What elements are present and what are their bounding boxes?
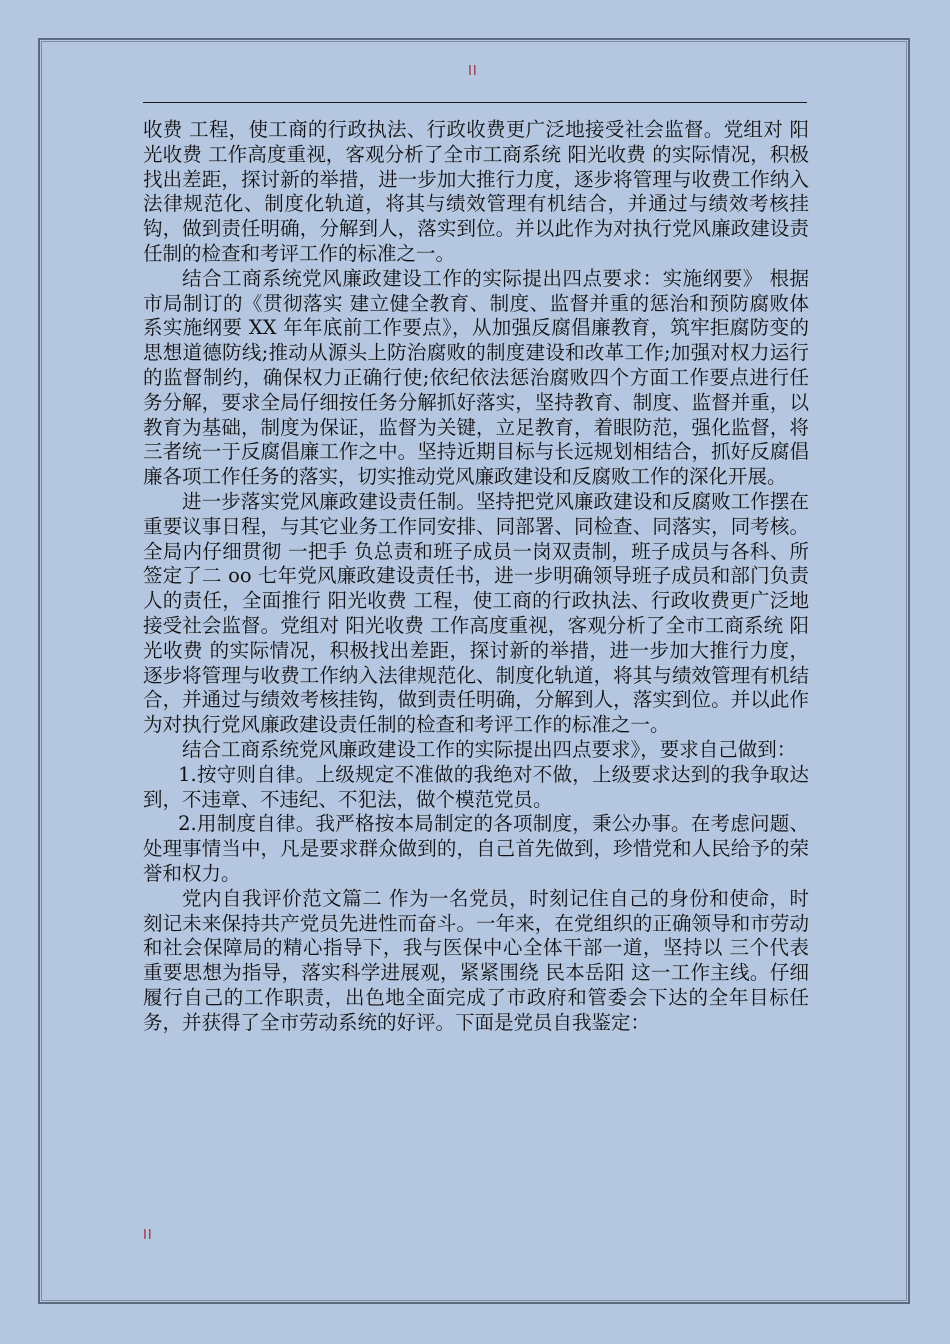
paragraph-4: 结合工商系统党风廉政建设工作的实际提出四点要求》，要求自己做到： — [182, 737, 797, 761]
footer-mark: II — [143, 1228, 153, 1243]
paragraph-3: 进一步落实党风廉政建设责任制。坚持把党风廉政建设和反腐败工作摆在重要议事日程，与其它业务工作同安排、同部署、同检查、同落实，同考核。全局内仔细贯彻 一把手 负总责和班子成员一岗双责制，班子成员与各科、所签定了二 oo 七年党风廉政建设责任书，进一步明确领导班子成员和部门负责人的责任，全面推行 阳光收费 工程，使工商的行政执法、行政收费更广泛地接受社会监督。党组对 阳光收费 工作高度重视，客观分析了全市工商系统 阳光收费 的实际情况，积极找出差距，探讨新的举措，进一步加大推行力度，逐步将管理与收费工作纳入法律规范化、制度化轨道，将其与绩效管理有机结合，并通过与绩效考核挂钩，做到责任明确，分解到人，落实到位。并以此作为对执行党风廉政建设责任制的检查和考评工作的标准之一。 — [143, 489, 809, 737]
header-mark: II — [468, 64, 478, 79]
list-item-2: 2.用制度自律。我严格按本局制定的各项制度，秉公办事。在考虑问题、处理事情当中，凡是要求群众做到的，自己首先做到，珍惜党和人民给予的荣誉和权力。 — [143, 812, 809, 885]
document-body — [143, 118, 809, 1035]
paragraph-1: 收费 工程，使工商的行政执法、行政收费更广泛地接受社会监督。党组对 阳光收费 工作高度重视，客观分析了全市工商系统 阳光收费 的实际情况，积极找出差距，探讨新的举措，进一步加大推行力度，逐步将管理与收费工作纳入法律规范化、制度化轨道，将其与绩效管理有机结合，并通过与绩效考核挂钩，做到责任明确，分解到人，落实到位。并以此作为对执行党风廉政建设责任制的检查和考评工作的标准之一。 — [143, 118, 809, 265]
list-item-1: 1.按守则自律。上级规定不准做的我绝对不做，上级要求达到的我争取达到，不违章、不违纪、不犯法，做个模范党员。 — [143, 762, 809, 811]
paragraph-2: 结合工商系统党风廉政建设工作的实际提出四点要求：实施纲要》 根据市局制订的《贯彻落实 建立健全教育、制度、监督并重的惩治和预防腐败体系实施纲要 XX 年年底前工作要点》，从加强反腐倡廉教育，筑牢拒腐防变的思想道德防线;推动从源头上防治腐败的制度建设和改革工作;加强对权力运行的监督制约，确保权力正确行使;依纪依法惩治腐败四个方面工作要点进行任务分解，要求全局仔细按任务分解抓好落实，坚持教育、制度、监督并重，以教育为基础，制度为保证，监督为关键，立足教育，着眼防范，强化监督，将三者统一于反腐倡廉工作之中。坚持近期目标与长远规划相结合，抓好反腐倡廉各项工作任务的落实，切实推动党风廉政建设和反腐败工作的深化开展。 — [143, 266, 809, 489]
header-rule — [143, 102, 807, 103]
paragraph-5: 党内自我评价范文篇二 作为一名党员，时刻记住自己的身份和使命，时刻记未来保持共产党员先进性而奋斗。一年来，在党组织的正确领导和市劳动和社会保障局的精心指导下，我与医保中心全体干部一道，坚持以 三个代表 重要思想为指导，落实科学进展观，紧紧围绕 民本岳阳 这一工作主线。仔细履行自己的工作职责，出色地全面完成了市政府和管委会下达的全年目标任务，并获得了全市劳动系统的好评。下面是党员自我鉴定： — [143, 886, 809, 1034]
